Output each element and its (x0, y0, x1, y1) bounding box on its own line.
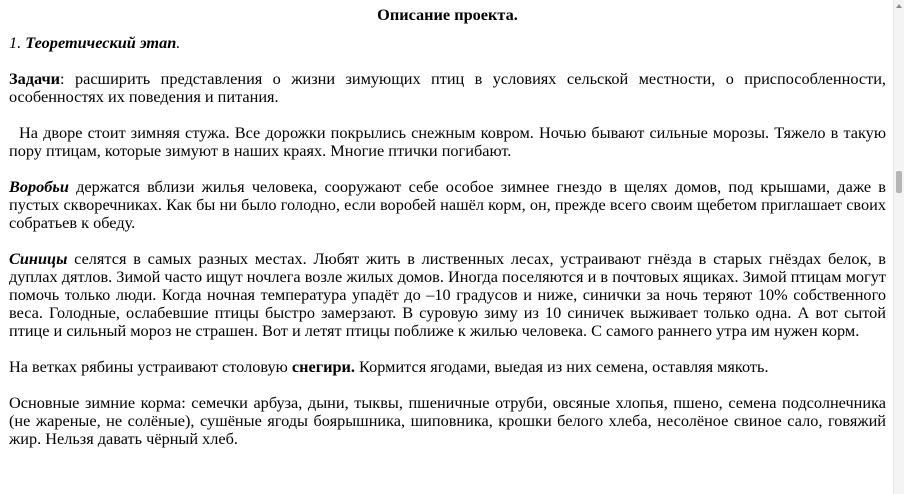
intro-paragraph: На дворе стоит зимняя стужа. Все дорожки покрылись снежным ковром. Ночью бывают сильные морозы. Тяжело в такую пору птицам, которые зимуют в наших краях. Многие птички погибают. (9, 123, 886, 160)
document-content (9, 6, 886, 466)
bullfinches-paragraph (9, 358, 886, 376)
stage-label: Теоретический этап (25, 33, 177, 52)
scroll-up-arrow-icon[interactable] (896, 4, 902, 8)
vertical-scrollbar[interactable] (893, 0, 904, 494)
sparrows-paragraph (9, 178, 886, 232)
stage-end: . (176, 33, 181, 52)
scrollbar-thumb[interactable] (896, 171, 902, 193)
stage-heading (9, 34, 886, 52)
sparrows-text: держатся вблизи жилья человека, сооружают себе особое зимнее гнездо в щелях домов, под крышами, даже в пустых скворечниках. Как бы ни было голодно, если воробей нашёл корм, он, прежде всего своим щебетом приглашает своих собратьев к обеду. (9, 177, 886, 232)
stage-number: 1. (9, 33, 22, 52)
tasks-paragraph (9, 70, 886, 106)
page-title: Описание проекта. (377, 5, 518, 24)
food-paragraph: Основные зимние корма: семечки арбуза, дыни, тыквы, пшеничные отруби, овсяные хлопья, пшено, семена подсолнечника (не жареные, не солёные), сушёные ягоды боярышника, шиповника, крошки белого хлеба, несолёное свиное сало, говяжий жир. Нельзя давать чёрный хлеб. (9, 393, 886, 448)
tits-text: селятся в самых разных местах. Любят жить в лиственных лесах, устраивают гнёзда в старых гнёздах белок, в дуплах дятлов. Зимой часто ищут ночлега возле жилых домов. Иногда поселяются и в почтовых ящиках. Зимой птицам могут помочь только люди. Когда ночная температура упадёт до –10 градусов и ниже, синички за ночь теряют 10% собственного веса. Голодные, ослабевшие птицы быстро замерзают. В суровую зиму из 10 синичек выживает только одна. А вот сытой птице и сильный мороз не страшен. Вот и летят птицы поближе к жилью человека. С самого раннего утра им нужен корм. (9, 249, 886, 340)
tasks-text: : расширить представления о жизни зимующих птиц в условиях сельской местности, о приспособленности, особенностях их поведения и питания. (9, 69, 886, 106)
bullfinches-after: Кормится ягодами, выедая из них семена, оставляя мякоть. (354, 357, 769, 376)
tits-paragraph (9, 250, 886, 340)
bullfinches-before: На ветках рябины устраивают столовую (9, 357, 292, 376)
tits-label: Синицы (9, 249, 68, 268)
sparrows-label: Воробьи (9, 177, 69, 196)
bullfinches-label: снегири. (291, 357, 355, 376)
tasks-label: Задачи (9, 69, 61, 88)
